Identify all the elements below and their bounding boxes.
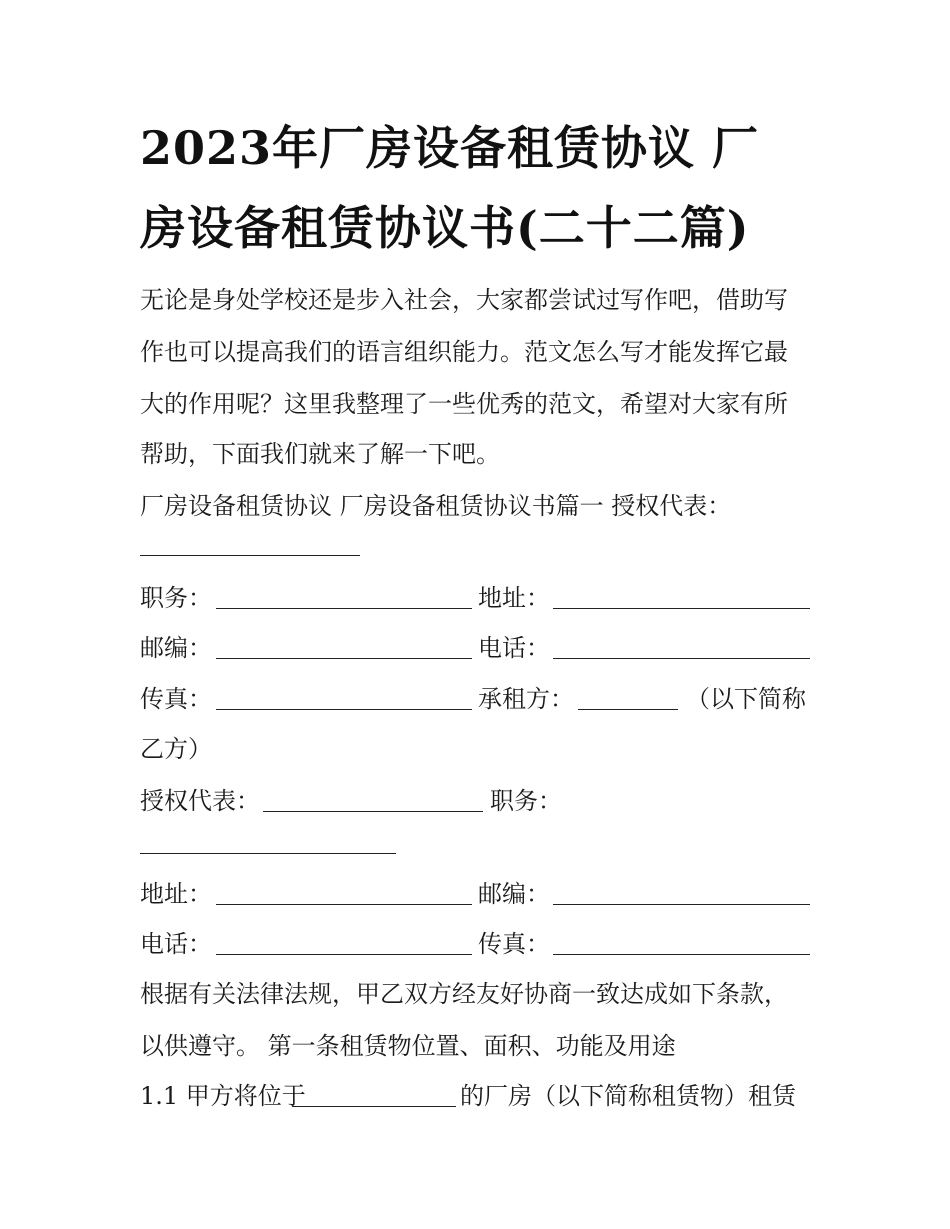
position-blank (216, 608, 472, 609)
rep-blank (140, 555, 360, 556)
postcode-blank (216, 658, 472, 659)
intro-line-4: 帮助，下面我们就来了解一下吧。 (140, 440, 500, 468)
address-blank-2 (216, 904, 472, 905)
clause-1-1-row (140, 1070, 812, 1122)
intro-line-1: 无论是身处学校还是步入社会，大家都尝试过写作吧，借助写 (140, 286, 788, 314)
fax-label: 传真： (140, 685, 212, 713)
address-label: 地址： (478, 584, 550, 612)
document-title-line-2: 房设备租赁协议书(二十二篇) (140, 201, 750, 255)
rep-label: 授权代表： (140, 787, 260, 815)
postcode-blank-2 (553, 904, 810, 905)
clause-prefix: 1.1 甲方将位于 (140, 1082, 306, 1110)
lessee-label: 承租方： (478, 685, 574, 713)
fax-blank-2 (553, 954, 810, 955)
phone-blank-2 (216, 954, 472, 955)
postcode-label-2: 邮编： (478, 880, 550, 908)
document-title-line-1: 2023年厂房设备租赁协议 厂 (140, 121, 760, 175)
postcode-phone-row (140, 622, 812, 674)
position-blank-2 (140, 853, 396, 854)
clause-suffix: 的厂房（以下简称租赁物）租赁 (460, 1082, 796, 1110)
clause-location-blank (292, 1106, 456, 1107)
address-blank (553, 608, 810, 609)
agreement-para-line-1: 根据有关法律法规，甲乙双方经友好协商一致达成如下条款， (140, 980, 788, 1008)
intro-line-2: 作也可以提高我们的语言组织能力。范文怎么写才能发挥它最 (140, 338, 788, 366)
phone-fax-row (140, 918, 812, 970)
address-label-2: 地址： (140, 880, 212, 908)
phone-label-2: 电话： (140, 930, 212, 958)
fax-blank (216, 709, 472, 710)
phone-label: 电话： (478, 634, 550, 662)
fax-lessee-row (140, 673, 812, 725)
position-label-2: 职务： (490, 787, 562, 815)
position-label: 职务： (140, 584, 212, 612)
intro-line-3: 大的作用呢？这里我整理了一些优秀的范文，希望对大家有所 (140, 390, 788, 418)
fax-label-2: 传真： (478, 930, 550, 958)
agreement-heading: 厂房设备租赁协议 厂房设备租赁协议书篇一 授权代表： (140, 492, 732, 520)
rep-blank-2 (263, 811, 483, 812)
rep-position-row (140, 775, 812, 827)
lessee-suffix-line-2: 乙方） (140, 735, 212, 763)
agreement-para-line-2: 以供遵守。 第一条租赁物位置、面积、功能及用途 (140, 1032, 676, 1060)
lessee-blank (578, 709, 678, 710)
position-address-row (140, 572, 812, 624)
address-postcode-row (140, 868, 812, 920)
phone-blank (553, 658, 810, 659)
postcode-label: 邮编： (140, 634, 212, 662)
lessee-suffix: （以下简称 (686, 685, 806, 713)
